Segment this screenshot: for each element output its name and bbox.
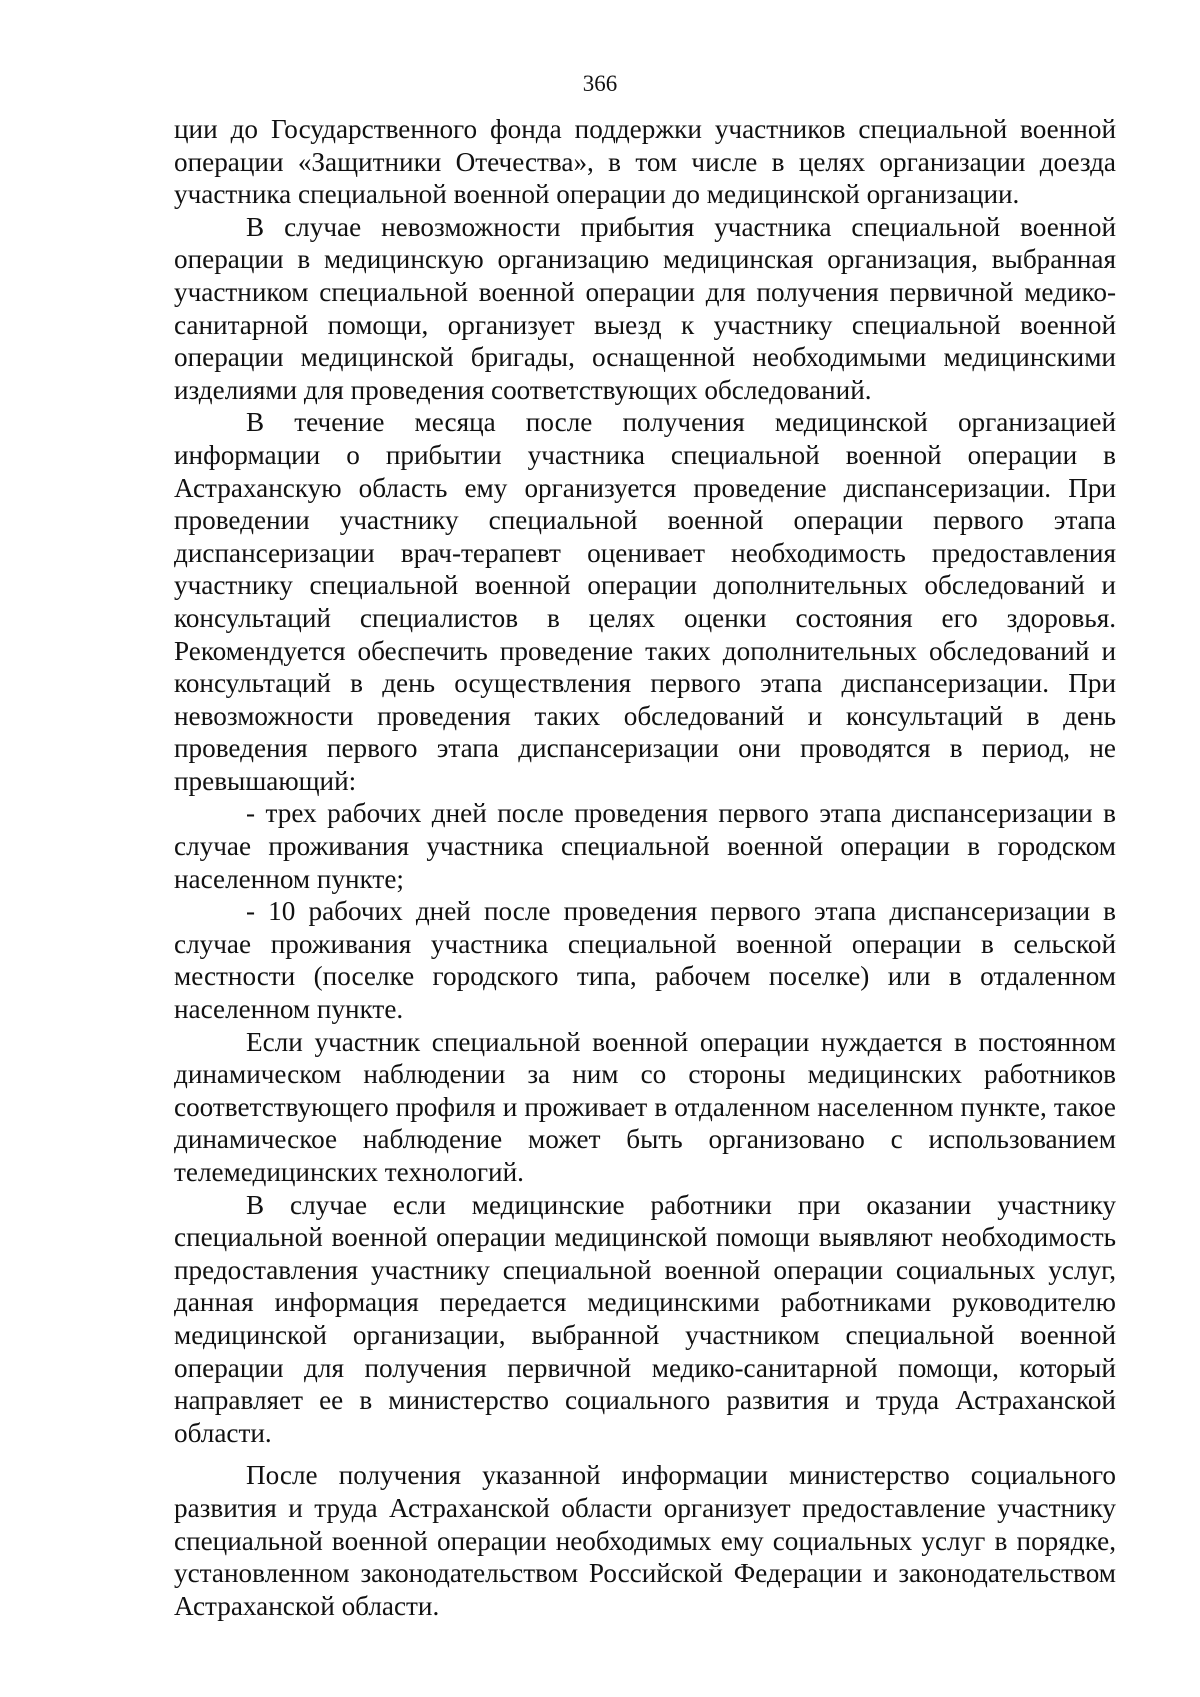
document-body xyxy=(174,113,1116,1622)
page-number: 366 xyxy=(582,71,618,96)
list-item-rural-deadline: - 10 рабочих дней после проведения первого этапа диспансеризации в случае проживания участника специальной военной операции в сельской местности (поселке городского типа, рабочем поселке) или в отдаленном населенном пункте. xyxy=(174,896,1116,1025)
paragraph-dispensary-examination: В течение месяца после получения медицинской организацией информации о прибытии участника специальной военной операции в Астраханскую область ему организуется проведение диспансеризации. При проведении участнику специальной военной операции первого этапа диспансеризации врач-терапевт оценивает необходимость предоставления участнику специальной военной операции дополнительных обследований и консультаций специалистов в целях оценки состояния его здоровья. Рекомендуется обеспечить проведение таких дополнительных обследований и консультаций в день осуществления первого этапа диспансеризации. При невозможности проведения таких обследований и консультаций в день проведения первого этапа диспансеризации они проводятся в период, не превышающий: xyxy=(174,407,1116,796)
list-item-urban-deadline: - трех рабочих дней после проведения первого этапа диспансеризации в случае проживания участника специальной военной операции в городском населенном пункте; xyxy=(174,798,1116,894)
paragraph-telemedicine: Если участник специальной военной операции нуждается в постоянном динамическом наблюдении за ним со стороны медицинских работников соответствующего профиля и проживает в отдаленном населенном пункте, такое динамическое наблюдение может быть организовано с использованием телемедицинских технологий. xyxy=(174,1026,1116,1187)
paragraph-continuation: ции до Государственного фонда поддержки участников специальной военной операции «Защитники Отечества», в том числе в целях организации доезда участника специальной военной операции до медицинской организации. xyxy=(174,114,1116,210)
paragraph-social-services-need: В случае если медицинские работники при оказании участнику специальной военной операции медицинской помощи выявляют необходимость предоставления участнику специальной военной операции социальных услуг, данная информация передается медицинскими работниками руководителю медицинской организации, выбранной участником специальной военной операции для получения первичной медико-санитарной помощи, который направляет ее в министерство социального развития и труда Астраханской области. xyxy=(174,1189,1116,1448)
paragraph-social-services-provision: После получения указанной информации министерство социального развития и труда Астраханской области организует предоставление участнику специальной военной операции необходимых ему социальных услуг в порядке, установленном законодательством Российской Федерации и законодательством Астраханской области. xyxy=(174,1460,1116,1621)
paragraph-medical-team-visit: В случае невозможности прибытия участника специальной военной операции в медицинскую организацию медицинская организация, выбранная участником специальной военной операции для получения первичной медико-санитарной помощи, организует выезд к участнику специальной военной операции медицинской бригады, оснащенной необходимыми медицинскими изделиями для проведения соответствующих обследований. xyxy=(174,211,1116,405)
